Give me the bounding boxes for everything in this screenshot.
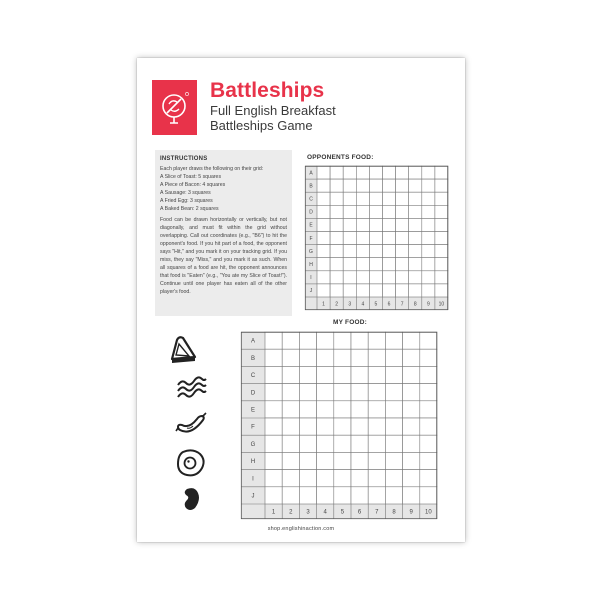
my-grid-cell-B10[interactable] (420, 349, 437, 366)
opponents-grid-cell-G8[interactable] (409, 245, 422, 258)
my-grid-cell-I7[interactable] (368, 470, 385, 487)
my-grid-cell-J1[interactable] (265, 487, 282, 504)
opponents-grid-cell-H6[interactable] (383, 258, 396, 271)
my-grid-cell-A6[interactable] (351, 332, 368, 349)
my-grid-cell-E4[interactable] (317, 401, 334, 418)
my-grid-cell-E8[interactable] (385, 401, 402, 418)
my-grid-cell-H2[interactable] (282, 452, 299, 469)
my-grid-cell-E2[interactable] (282, 401, 299, 418)
opponents-grid-col-label: 4 (361, 301, 365, 308)
opponents-grid-cell-B6[interactable] (383, 179, 396, 192)
opponents-grid-cell-F7[interactable] (396, 232, 409, 245)
my-grid-row-label: D (250, 390, 256, 397)
my-grid-cell-D6[interactable] (351, 384, 368, 401)
opponents-grid-cell-F4[interactable] (356, 232, 369, 245)
my-grid-cell-E6[interactable] (351, 401, 368, 418)
opponents-grid-cell-H4[interactable] (356, 258, 369, 271)
worksheet-page (137, 58, 465, 542)
opponents-grid-cell-A8[interactable] (409, 166, 422, 179)
opponents-grid-cell-A6[interactable] (383, 166, 396, 179)
opponents-grid-cell-E7[interactable] (396, 218, 409, 231)
opponents-grid-cell-F9[interactable] (422, 232, 435, 245)
my-grid-cell-A3[interactable] (299, 332, 316, 349)
my-grid-col-label: 2 (289, 509, 293, 516)
opponents-grid-col-label: 9 (426, 301, 430, 308)
my-grid-cell-C8[interactable] (385, 366, 402, 383)
opponents-grid-cell-G4[interactable] (356, 245, 369, 258)
my-grid-col-label: 1 (271, 509, 276, 516)
my-grid-cell-C7[interactable] (368, 366, 385, 383)
my-grid-cell-D8[interactable] (385, 384, 402, 401)
fried-egg-icon (175, 448, 207, 478)
opponents-grid-cell-F2[interactable] (330, 232, 343, 245)
my-grid-cell-I4[interactable] (317, 470, 334, 487)
opponents-grid-cell-I10[interactable] (435, 271, 448, 284)
opponents-grid-cell-H9[interactable] (422, 258, 435, 271)
my-grid-cell-E9[interactable] (403, 401, 420, 418)
opponents-grid-cell-C8[interactable] (409, 192, 422, 205)
instructions-panel (155, 150, 292, 316)
my-grid-cell-G9[interactable] (403, 435, 420, 452)
opponents-grid-cell-I6[interactable] (383, 271, 396, 284)
my-grid-col-label: 8 (392, 509, 396, 516)
opponents-grid-cell-J10[interactable] (435, 284, 448, 297)
my-grid-cell-G1[interactable] (265, 435, 282, 452)
opponents-grid-cell-B8[interactable] (409, 179, 422, 192)
opponents-grid-cell-J2[interactable] (330, 284, 343, 297)
my-grid-row-label: I (252, 476, 254, 483)
opponents-grid-row-label: E (309, 222, 313, 229)
opponents-grid-row-label: I (310, 275, 312, 282)
opponents-grid-col-label: 5 (374, 301, 378, 308)
opponents-grid-col-label: 2 (335, 301, 339, 308)
page-subtitle: Full English Breakfast Battleships Game (210, 103, 336, 133)
my-grid-cell-D1[interactable] (265, 384, 282, 401)
my-grid-cell-A9[interactable] (403, 332, 420, 349)
my-grid-row-label: E (250, 407, 256, 414)
opponents-grid-cell-B2[interactable] (330, 179, 343, 192)
my-grid-cell-D7[interactable] (368, 384, 385, 401)
opponents-grid-cell-I9[interactable] (422, 271, 435, 284)
my-grid-cell-J2[interactable] (282, 487, 299, 504)
opponents-grid-row-label: B (309, 183, 313, 190)
my-grid-cell-I5[interactable] (334, 470, 351, 487)
opponents-grid-cell-E3[interactable] (343, 218, 356, 231)
opponents-grid-cell-F5[interactable] (369, 232, 382, 245)
my-grid-col-label: 3 (306, 509, 310, 516)
instructions-item: A Slice of Toast: 5 squares (160, 173, 222, 180)
my-grid-cell-C2[interactable] (282, 366, 299, 383)
bean-icon (181, 487, 201, 511)
my-grid-cell-C5[interactable] (334, 366, 351, 383)
my-grid-cell-C4[interactable] (317, 366, 334, 383)
opponents-grid-cell-I2[interactable] (330, 271, 343, 284)
my-grid-cell-H3[interactable] (299, 452, 316, 469)
opponents-grid-row-label: H (309, 262, 313, 268)
opponents-grid-cell-D3[interactable] (343, 205, 356, 218)
my-grid-col-header (241, 504, 437, 519)
opponents-grid-row-label: D (309, 209, 313, 216)
my-grid-row-label: A (250, 338, 256, 345)
my-grid-cell-G10[interactable] (420, 435, 437, 452)
opponents-grid-cell-J4[interactable] (356, 284, 369, 297)
my-grid-cell-I2[interactable] (282, 470, 299, 487)
opponents-grid-cell-I1[interactable] (317, 271, 330, 284)
opponents-grid-cell-C10[interactable] (435, 192, 448, 205)
opponents-grid-cell-D7[interactable] (396, 205, 409, 218)
opponents-grid-cell-E6[interactable] (383, 218, 396, 231)
opponents-grid-col-label: 1 (322, 301, 325, 308)
my-grid-cell-I3[interactable] (299, 470, 316, 487)
my-grid-cell-H1[interactable] (265, 452, 282, 469)
page-title: Battleships (210, 79, 325, 102)
my-grid-cell-F2[interactable] (282, 418, 299, 435)
opponents-grid-cell-I4[interactable] (356, 271, 369, 284)
my-grid-row-label: B (250, 355, 256, 362)
opponents-grid-cell-A4[interactable] (356, 166, 369, 179)
opponents-grid-row-label: J (309, 288, 313, 295)
opponents-grid-cell-F3[interactable] (343, 232, 356, 245)
my-grid-cell-J3[interactable] (299, 487, 316, 504)
opponents-grid-cell-B9[interactable] (422, 179, 435, 192)
my-grid-cell-B7[interactable] (368, 349, 385, 366)
opponents-grid-cell-E9[interactable] (422, 218, 435, 231)
my-grid-cell-G5[interactable] (334, 435, 351, 452)
my-grid-col-label: 9 (409, 509, 413, 516)
my-grid-cell-G3[interactable] (299, 435, 316, 452)
bacon-icon (175, 371, 209, 405)
opponents-grid-cell-E5[interactable] (369, 218, 382, 231)
my-grid-label: MY FOOD: (333, 319, 367, 326)
opponents-grid-cell-A1[interactable] (317, 166, 330, 179)
my-grid-cell-F10[interactable] (420, 418, 437, 435)
opponents-grid-cell-H8[interactable] (409, 258, 422, 271)
my-grid-cell-B4[interactable] (317, 349, 334, 366)
my-grid-cell-E5[interactable] (334, 401, 351, 418)
sausage-icon (175, 410, 209, 440)
opponents-grid-row-label: G (309, 248, 313, 255)
my-grid-cell-I8[interactable] (385, 470, 402, 487)
my-grid-cell-G8[interactable] (385, 435, 402, 452)
opponents-grid-col-label: 10 (438, 301, 445, 308)
opponents-grid-cell-D2[interactable] (330, 205, 343, 218)
my-grid-cell-B8[interactable] (385, 349, 402, 366)
my-grid-cell-G2[interactable] (282, 435, 299, 452)
opponents-grid-col-label: 6 (387, 301, 391, 308)
brand-logo (152, 80, 197, 135)
my-grid-row-label: H (250, 459, 256, 466)
opponents-grid-row-label: F (309, 235, 313, 242)
opponents-grid-cell-F1[interactable] (317, 232, 330, 245)
opponents-food-grid[interactable] (305, 166, 449, 308)
my-grid-cell-G7[interactable] (368, 435, 385, 452)
my-grid-cell-C10[interactable] (420, 366, 437, 383)
opponents-grid-cell-H1[interactable] (317, 258, 330, 271)
my-grid-cell-H10[interactable] (420, 452, 437, 469)
my-grid-cell-H7[interactable] (368, 452, 385, 469)
my-grid-cell-H6[interactable] (351, 452, 368, 469)
instructions-intro: Each player draws the following on their grid: (160, 166, 264, 172)
my-grid-cell-H9[interactable] (403, 452, 420, 469)
my-grid-cell-C6[interactable] (351, 366, 368, 383)
opponents-grid-col-label: 8 (413, 301, 417, 308)
opponents-grid-cell-G3[interactable] (343, 245, 356, 258)
opponents-grid-cell-E10[interactable] (435, 218, 448, 231)
opponents-grid-cell-H5[interactable] (369, 258, 382, 271)
my-grid-cell-E7[interactable] (368, 401, 385, 418)
my-grid-cell-A8[interactable] (385, 332, 402, 349)
my-grid-cell-C3[interactable] (299, 366, 316, 383)
opponents-grid-cell-J6[interactable] (383, 284, 396, 297)
my-grid-cell-D9[interactable] (403, 384, 420, 401)
opponents-grid-cell-B1[interactable] (317, 179, 330, 192)
opponents-grid-cell-G1[interactable] (317, 245, 330, 258)
my-grid-cell-A5[interactable] (334, 332, 351, 349)
my-grid-cell-H4[interactable] (317, 452, 334, 469)
my-grid-cell-F1[interactable] (265, 418, 282, 435)
opponents-grid-cell-C1[interactable] (317, 192, 330, 205)
my-grid-col-label: 10 (425, 509, 432, 516)
my-grid-cell-J5[interactable] (334, 487, 351, 504)
instructions-item: A Baked Bean: 2 squares (160, 205, 219, 212)
my-grid-cell-A1[interactable] (265, 332, 282, 349)
my-grid-cell-H5[interactable] (334, 452, 351, 469)
opponents-grid-cell-J7[interactable] (396, 284, 409, 297)
opponents-grid-cell-C5[interactable] (369, 192, 382, 205)
opponents-grid-cell-B4[interactable] (356, 179, 369, 192)
my-grid-cell-J4[interactable] (317, 487, 334, 504)
opponents-grid-col-label: 7 (400, 301, 404, 308)
opponents-grid-cell-E8[interactable] (409, 218, 422, 231)
opponents-grid-cell-A2[interactable] (330, 166, 343, 179)
opponents-grid-cell-B7[interactable] (396, 179, 409, 192)
opponents-grid-cell-H7[interactable] (396, 258, 409, 271)
my-grid-cell-F9[interactable] (403, 418, 420, 435)
instructions-item: A Sausage: 3 squares (160, 189, 211, 196)
opponents-grid-cell-I8[interactable] (409, 271, 422, 284)
my-grid-cell-B9[interactable] (403, 349, 420, 366)
my-grid-cell-I6[interactable] (351, 470, 368, 487)
my-grid-cell-A4[interactable] (317, 332, 334, 349)
opponents-grid-cell-B3[interactable] (343, 179, 356, 192)
my-grid-cell-D4[interactable] (317, 384, 334, 401)
my-grid-cell-F5[interactable] (334, 418, 351, 435)
opponents-grid-cell-E2[interactable] (330, 218, 343, 231)
my-grid-cell-B1[interactable] (265, 349, 282, 366)
opponents-grid-cell-D9[interactable] (422, 205, 435, 218)
opponents-grid-cell-C4[interactable] (356, 192, 369, 205)
my-grid-cell-B3[interactable] (299, 349, 316, 366)
my-grid-row-label: G (250, 441, 256, 448)
opponents-grid-cell-I5[interactable] (369, 271, 382, 284)
my-grid-cell-A2[interactable] (282, 332, 299, 349)
opponents-grid-col-label: 3 (348, 301, 352, 308)
my-grid-cell-I9[interactable] (403, 470, 420, 487)
my-grid-cell-H8[interactable] (385, 452, 402, 469)
my-grid-cell-D2[interactable] (282, 384, 299, 401)
opponents-grid-cell-C3[interactable] (343, 192, 356, 205)
instructions-item: A Fried Egg: 3 squares (160, 197, 213, 204)
my-grid-cell-E10[interactable] (420, 401, 437, 418)
opponents-grid-cell-C7[interactable] (396, 192, 409, 205)
opponents-grid-cell-I3[interactable] (343, 271, 356, 284)
my-grid-cell-G4[interactable] (317, 435, 334, 452)
opponents-grid-cell-D6[interactable] (383, 205, 396, 218)
my-grid-cell-A7[interactable] (368, 332, 385, 349)
my-grid-row-label: F (251, 424, 255, 431)
my-grid-cell-F6[interactable] (351, 418, 368, 435)
opponents-grid-row-label: A (309, 170, 313, 177)
opponents-grid-cell-A3[interactable] (343, 166, 356, 179)
my-grid-cell-C1[interactable] (265, 366, 282, 383)
opponents-grid-cell-C9[interactable] (422, 192, 435, 205)
opponents-grid-cell-A10[interactable] (435, 166, 448, 179)
opponents-grid-cell-J9[interactable] (422, 284, 435, 297)
my-grid-cell-F3[interactable] (299, 418, 316, 435)
opponents-grid-cell-I7[interactable] (396, 271, 409, 284)
my-grid-col-label: 5 (340, 509, 345, 516)
opponents-grid-cell-J8[interactable] (409, 284, 422, 297)
my-grid-cell-B2[interactable] (282, 349, 299, 366)
opponents-grid-label: OPPONENTS FOOD: (307, 154, 374, 161)
my-grid-cell-A10[interactable] (420, 332, 437, 349)
my-grid-cell-E3[interactable] (299, 401, 316, 418)
my-grid-row-label: J (251, 493, 255, 500)
opponents-grid-row-label: C (309, 196, 313, 203)
opponents-grid-cell-C6[interactable] (383, 192, 396, 205)
my-grid-col-label: 6 (357, 509, 362, 516)
my-grid-row-label: C (250, 373, 256, 380)
my-grid-cell-C9[interactable] (403, 366, 420, 383)
my-food-grid[interactable] (241, 332, 453, 519)
my-grid-cell-D5[interactable] (334, 384, 351, 401)
footer-url: shop.englishinaction.com (267, 526, 335, 532)
opponents-grid-cell-A7[interactable] (396, 166, 409, 179)
instructions-item: A Piece of Bacon: 4 squares (160, 181, 226, 188)
opponents-grid-cell-H3[interactable] (343, 258, 356, 271)
opponents-grid-cell-G9[interactable] (422, 245, 435, 258)
my-grid-cell-J8[interactable] (385, 487, 402, 504)
opponents-grid-cell-D10[interactable] (435, 205, 448, 218)
opponents-grid-cell-D4[interactable] (356, 205, 369, 218)
opponents-grid-cell-E1[interactable] (317, 218, 330, 231)
opponents-grid-cell-G6[interactable] (383, 245, 396, 258)
my-grid-cell-G6[interactable] (351, 435, 368, 452)
opponents-grid-cell-F10[interactable] (435, 232, 448, 245)
my-grid-cell-J9[interactable] (403, 487, 420, 504)
opponents-grid-cell-A5[interactable] (369, 166, 382, 179)
my-grid-cell-I1[interactable] (265, 470, 282, 487)
opponents-grid-cell-J5[interactable] (369, 284, 382, 297)
opponents-grid-cell-G7[interactable] (396, 245, 409, 258)
my-grid-cell-E1[interactable] (265, 401, 282, 418)
my-grid-cell-D10[interactable] (420, 384, 437, 401)
opponents-grid-cell-D8[interactable] (409, 205, 422, 218)
my-grid-cell-F7[interactable] (368, 418, 385, 435)
my-grid-cell-J6[interactable] (351, 487, 368, 504)
opponents-grid-cell-C2[interactable] (330, 192, 343, 205)
opponents-grid-cell-H2[interactable] (330, 258, 343, 271)
opponents-grid-cell-J3[interactable] (343, 284, 356, 297)
opponents-grid-cell-D5[interactable] (369, 205, 382, 218)
toast-icon (167, 333, 201, 367)
opponents-grid-cell-A9[interactable] (422, 166, 435, 179)
my-grid-col-label: 7 (375, 509, 379, 516)
my-grid-cell-B6[interactable] (351, 349, 368, 366)
my-grid-cell-J7[interactable] (368, 487, 385, 504)
opponents-grid-cell-B10[interactable] (435, 179, 448, 192)
instructions-body: Food can be drawn horizontally or vertically, but not diagonally, and must fit within the grid without overlapping. Call out coordinates (e.g., "B6") to hit the opponent's food. If you hit part of a food, the opponent says "Hit," and you mark it on your tracking grid. If you miss, they say "Miss," and you mark it as such. When all squares of a food are hit, the opponent announces that food is "Eaten" (e.g., "You ate my Slice of Toast!"). Continue until one player has eaten all of the other player's food. (160, 217, 287, 295)
instructions-heading: INSTRUCTIONS (160, 156, 208, 162)
opponents-grid-cell-B5[interactable] (369, 179, 382, 192)
opponents-grid-cell-G5[interactable] (369, 245, 382, 258)
opponents-grid-cell-D1[interactable] (317, 205, 330, 218)
opponents-grid-cell-G2[interactable] (330, 245, 343, 258)
my-grid-col-label: 4 (323, 509, 327, 516)
opponents-grid-cell-E4[interactable] (356, 218, 369, 231)
my-grid-cell-D3[interactable] (299, 384, 316, 401)
opponents-grid-cell-H10[interactable] (435, 258, 448, 271)
opponents-grid-cell-F8[interactable] (409, 232, 422, 245)
opponents-grid-cell-J1[interactable] (317, 284, 330, 297)
my-grid-cell-F4[interactable] (317, 418, 334, 435)
my-grid-cell-B5[interactable] (334, 349, 351, 366)
my-grid-cell-F8[interactable] (385, 418, 402, 435)
opponents-grid-cell-G10[interactable] (435, 245, 448, 258)
my-grid-cell-J10[interactable] (420, 487, 437, 504)
opponents-grid-cell-F6[interactable] (383, 232, 396, 245)
my-grid-cell-I10[interactable] (420, 470, 437, 487)
